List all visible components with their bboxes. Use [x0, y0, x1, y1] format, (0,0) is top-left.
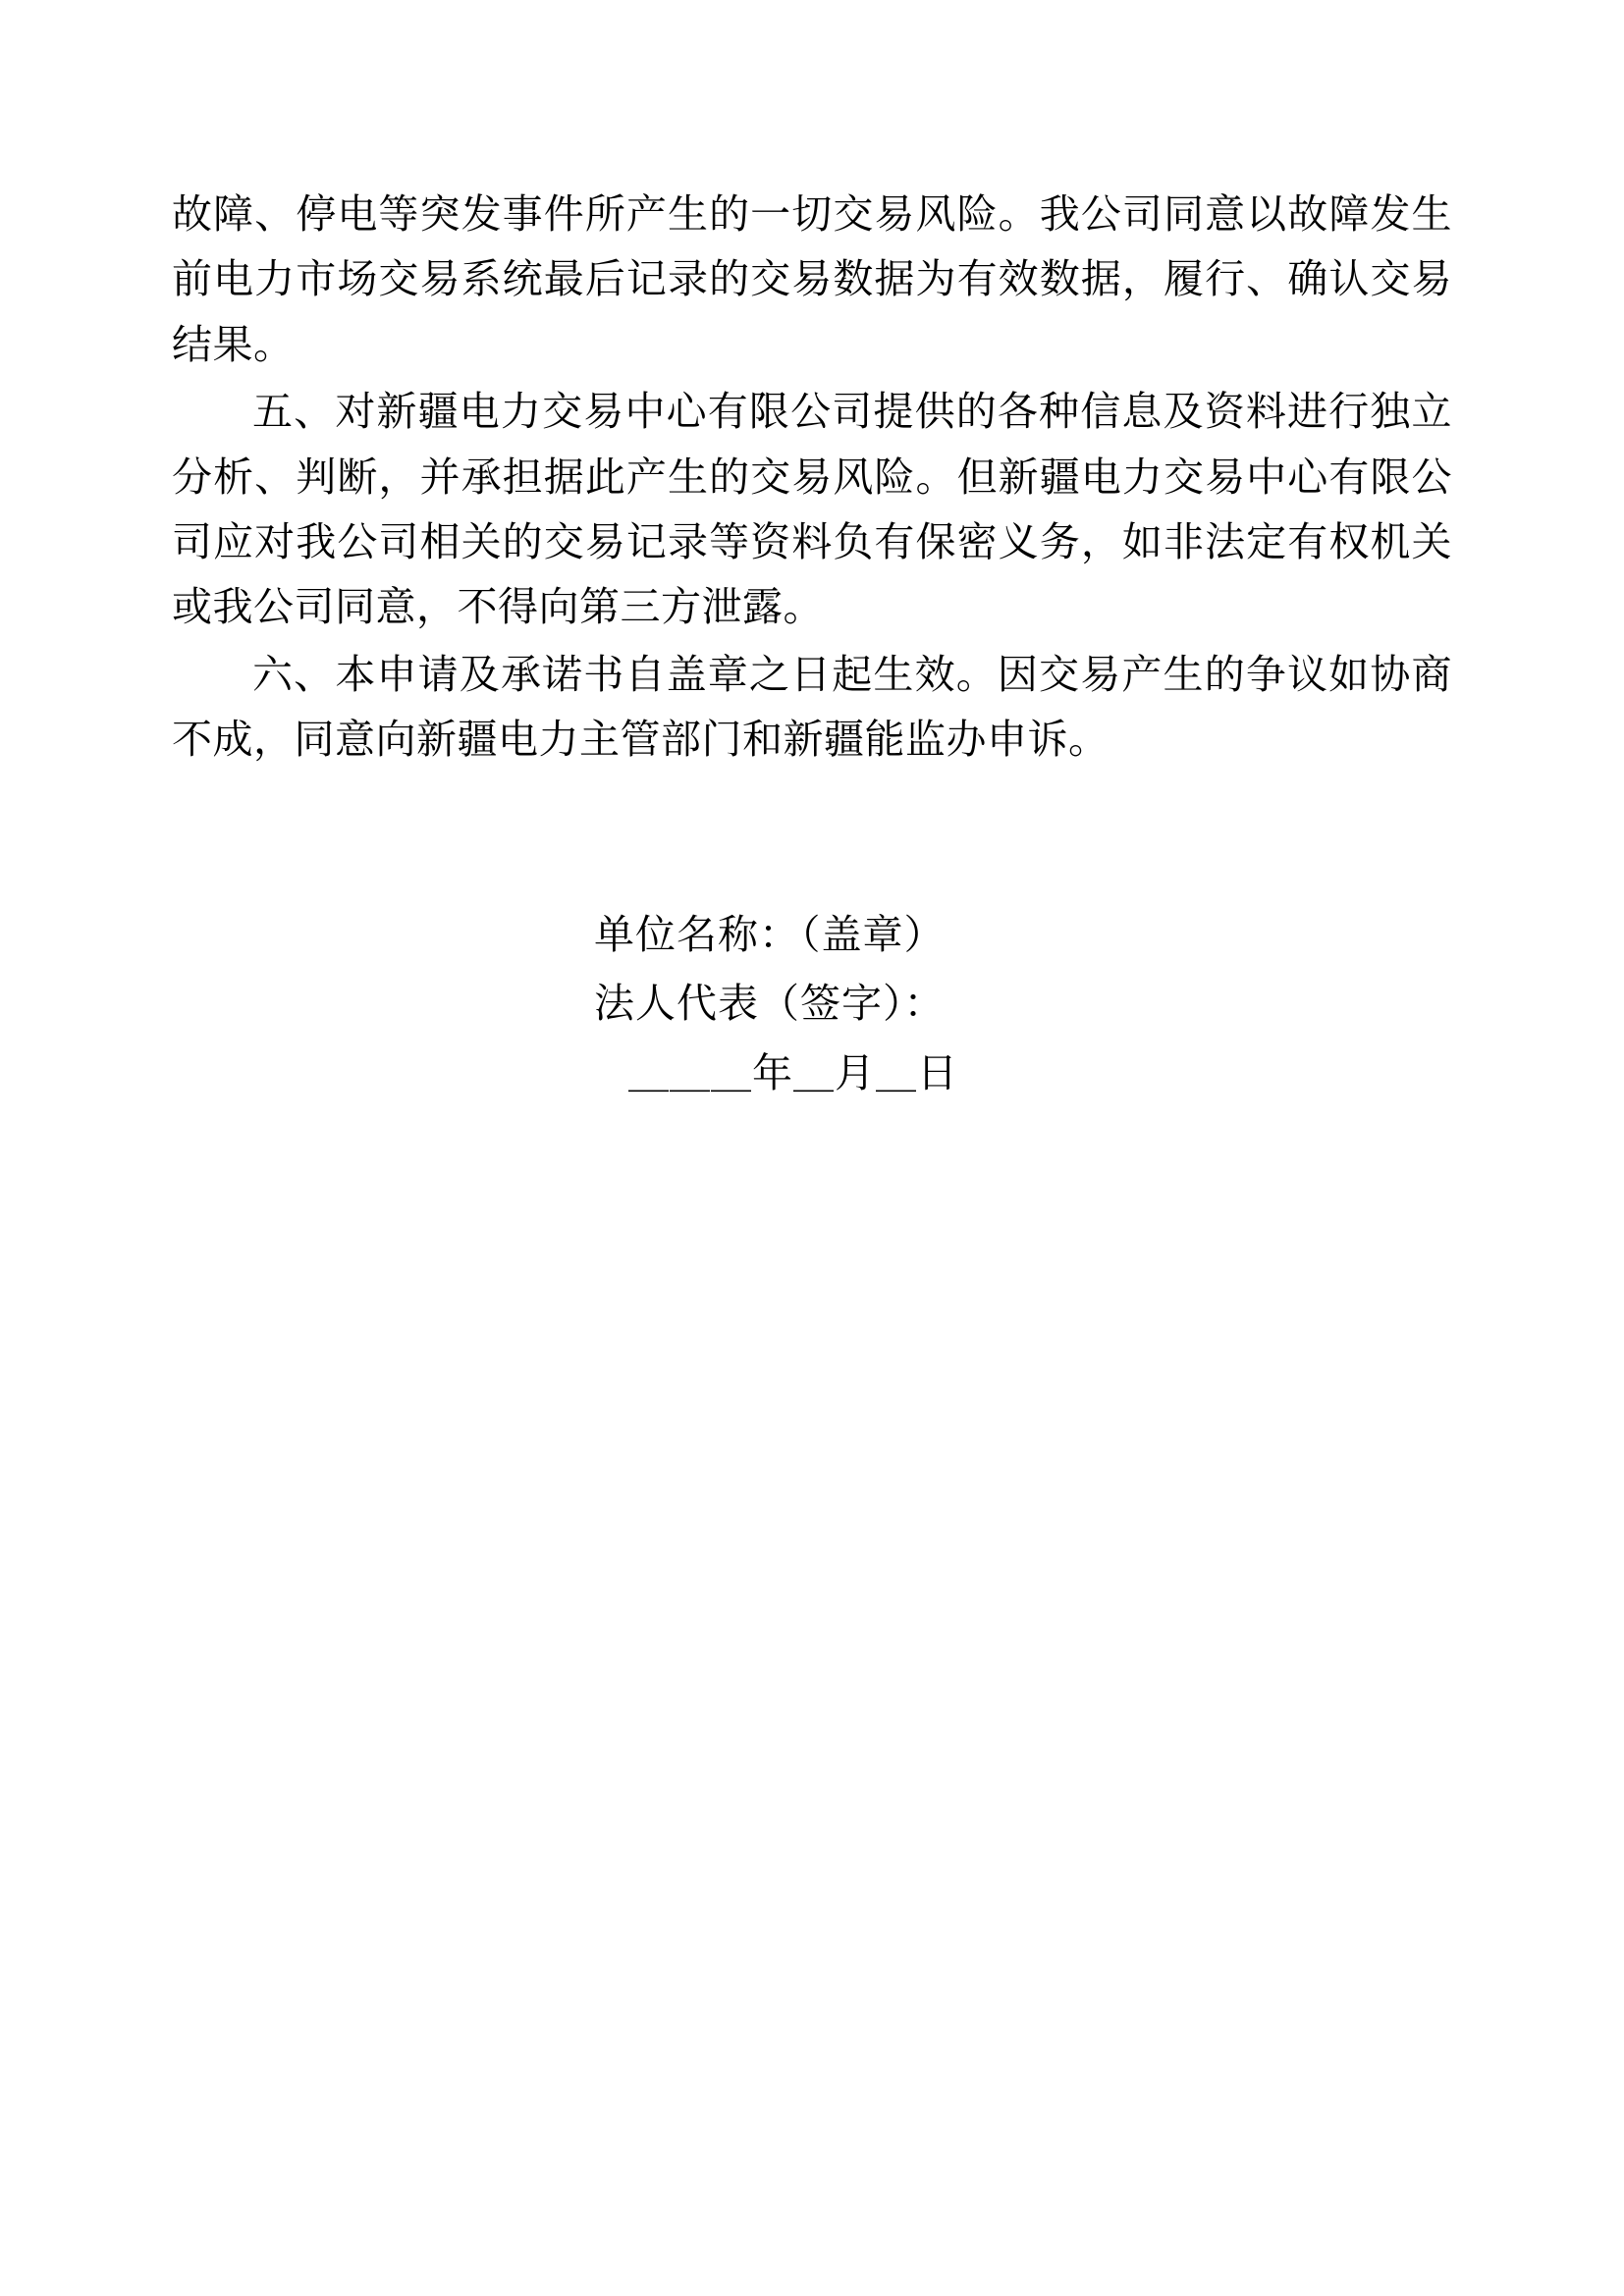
- signature-block: [172, 900, 1452, 1108]
- paragraph-continued: 故障、停电等突发事件所产生的一切交易风险。我公司同意以故障发生前电力市场交易系统最后记录的交易数据为有效数据，履行、确认交易结果。: [172, 190, 1452, 368]
- signature-legal-representative: 法人代表（签字）：: [594, 980, 946, 1028]
- signature-unit-name: 单位名称：（盖章）: [594, 910, 946, 958]
- signature-spacer: [172, 774, 1452, 900]
- paragraph-item-five: 五、对新疆电力交易中心有限公司提供的各种信息及资料进行独立分析、判断，并承担据此产生的交易风险。但新疆电力交易中心有限公司应对我公司相关的交易记录等资料负有保密义务，如非法定有权机关或我公司同意，不得向第三方泄露。: [172, 388, 1452, 631]
- document-body: [172, 182, 1452, 1107]
- paragraph-item-six: 六、本申请及承诺书自盖章之日起生效。因交易产生的争议如协商不成，同意向新疆电力主管部门和新疆能监办申诉。: [172, 650, 1452, 764]
- signature-date-line: ＿＿＿年＿月＿日: [628, 1048, 958, 1096]
